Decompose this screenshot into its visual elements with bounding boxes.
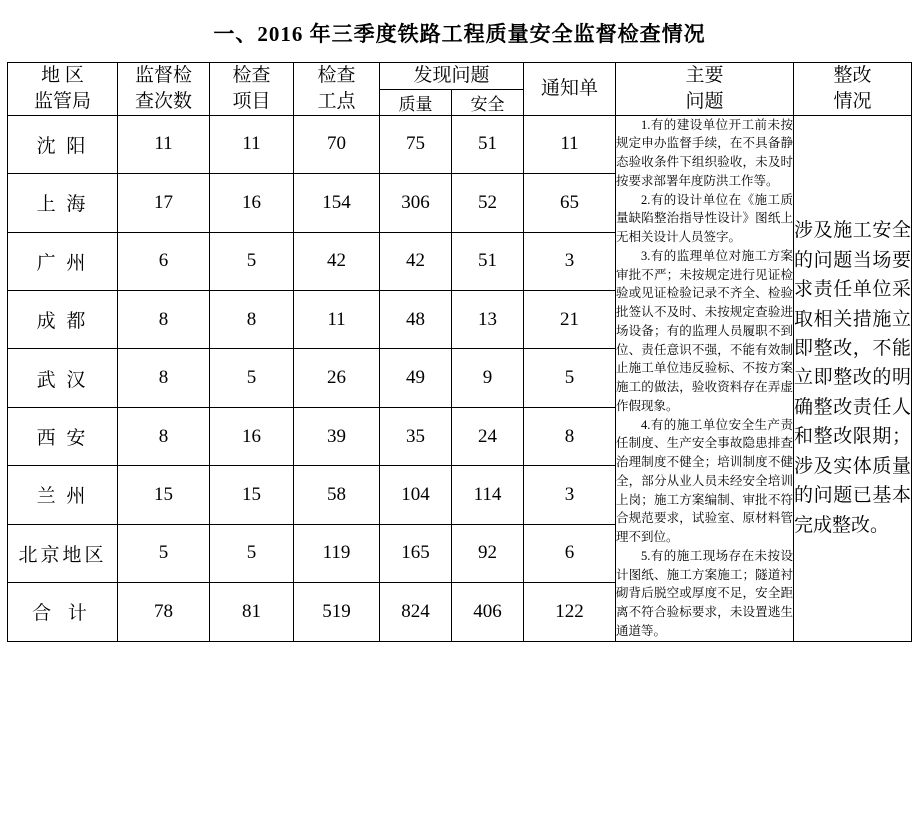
- header-rectification: [794, 63, 912, 116]
- cell-quality: 42: [379, 232, 451, 290]
- header-inspect-sites: [293, 63, 379, 116]
- cell-quality: 824: [379, 583, 451, 642]
- header-main-problems-line1: 主要: [685, 65, 724, 87]
- cell-region: 武 汉: [7, 349, 117, 407]
- cell-sites: 42: [293, 232, 379, 290]
- header-safety: 安全: [451, 89, 523, 115]
- cell-items: 5: [209, 232, 293, 290]
- cell-notice: 65: [524, 174, 616, 232]
- header-supervision-times-line1: 监督检: [134, 65, 192, 87]
- header-quality: 质量: [379, 89, 451, 115]
- cell-region: 兰 州: [7, 466, 117, 524]
- rectification-text: 涉及施工安全的问题当场要求责任单位采取相关措施立即整改，不能立即整改的明确整改责任人和整改限期；涉及实体质量的问题已基本完成整改。: [794, 220, 911, 536]
- cell-quality: 165: [379, 524, 451, 582]
- cell-times: 78: [117, 583, 209, 642]
- cell-region: 西 安: [7, 407, 117, 465]
- cell-items: 16: [209, 407, 293, 465]
- main-problem-item: 1.有的建设单位开工前未按规定申办监督手续，在不具备静态验收条件下组织验收，未及时按要求部署年度防洪工作等。: [616, 117, 793, 188]
- cell-times: 8: [117, 290, 209, 348]
- cell-items: 15: [209, 466, 293, 524]
- cell-region: 上 海: [7, 174, 117, 232]
- cell-sites: 11: [293, 290, 379, 348]
- main-problem-item: 2.有的设计单位在《施工质量缺陷整治指导性设计》图纸上无相关设计人员签字。: [616, 192, 793, 245]
- header-inspect-items-line2: 项目: [232, 90, 271, 112]
- header-rectification-line2: 情况: [833, 90, 872, 112]
- cell-items: 8: [209, 290, 293, 348]
- table-header-row-1: [7, 63, 911, 90]
- main-problem-item: 5.有的施工现场存在未按设计图纸、施工方案施工；隧道衬砌背后脱空或厚度不足，安全距离不符合验标要求，未设置逃生通道等。: [616, 548, 793, 638]
- cell-region: 广 州: [7, 232, 117, 290]
- cell-sites: 58: [293, 466, 379, 524]
- cell-safety: 52: [451, 174, 523, 232]
- cell-sites: 70: [293, 115, 379, 173]
- cell-quality: 104: [379, 466, 451, 524]
- cell-quality: 75: [379, 115, 451, 173]
- header-supervision-times: [117, 63, 209, 116]
- header-region-line1: 地 区: [41, 65, 84, 87]
- inspection-table: [7, 62, 912, 642]
- cell-items: 11: [209, 115, 293, 173]
- table-header: [7, 63, 911, 116]
- cell-times: 6: [117, 232, 209, 290]
- header-supervision-times-line2: 查次数: [134, 90, 192, 112]
- header-region: [7, 63, 117, 116]
- cell-times: 5: [117, 524, 209, 582]
- cell-notice: 3: [524, 466, 616, 524]
- table-body: [7, 115, 911, 641]
- page-title: 一、2016 年三季度铁路工程质量安全监督检查情况: [213, 22, 706, 46]
- header-main-problems-line2: 问题: [685, 90, 724, 112]
- cell-sites: 119: [293, 524, 379, 582]
- header-inspect-sites-line2: 工点: [317, 90, 356, 112]
- cell-notice: 6: [524, 524, 616, 582]
- cell-safety: 114: [451, 466, 523, 524]
- cell-quality: 306: [379, 174, 451, 232]
- cell-safety: 13: [451, 290, 523, 348]
- cell-quality: 48: [379, 290, 451, 348]
- cell-sites: 39: [293, 407, 379, 465]
- cell-items: 16: [209, 174, 293, 232]
- cell-region: 合 计: [7, 583, 117, 642]
- main-problem-item: 4.有的施工单位安全生产责任制度、生产安全事故隐患排查治理制度不健全；培训制度不健全，部分从业人员未经安全培训上岗；施工方案编制、审批不符合规范要求，试验室、原材料管理不到位。: [616, 417, 793, 545]
- cell-notice: 11: [524, 115, 616, 173]
- table-row: [7, 115, 911, 173]
- cell-main-problems: [616, 115, 794, 641]
- cell-quality: 35: [379, 407, 451, 465]
- cell-region: 沈 阳: [7, 115, 117, 173]
- cell-sites: 154: [293, 174, 379, 232]
- cell-items: 81: [209, 583, 293, 642]
- cell-rectification: [794, 115, 912, 641]
- cell-safety: 9: [451, 349, 523, 407]
- cell-safety: 92: [451, 524, 523, 582]
- header-found-problems: 发现问题: [379, 63, 523, 90]
- cell-items: 5: [209, 524, 293, 582]
- cell-times: 8: [117, 349, 209, 407]
- header-inspect-items: [209, 63, 293, 116]
- cell-quality: 49: [379, 349, 451, 407]
- cell-notice: 3: [524, 232, 616, 290]
- cell-safety: 51: [451, 232, 523, 290]
- cell-notice: 8: [524, 407, 616, 465]
- cell-times: 17: [117, 174, 209, 232]
- cell-sites: 26: [293, 349, 379, 407]
- cell-region: 北京地区: [7, 524, 117, 582]
- cell-times: 15: [117, 466, 209, 524]
- cell-items: 5: [209, 349, 293, 407]
- header-inspect-items-line1: 检查: [232, 65, 271, 87]
- cell-safety: 24: [451, 407, 523, 465]
- cell-region: 成 都: [7, 290, 117, 348]
- cell-notice: 122: [524, 583, 616, 642]
- cell-notice: 21: [524, 290, 616, 348]
- main-problem-item: 3.有的监理单位对施工方案审批不严；未按规定进行见证检验或见证检验记录不齐全、检验批签认不及时、未按规定查验进场设备；有的监理人员履职不到位、责任意识不强，不能有效制止施工单位违反验标、不按方案施工的做法，验收资料存在弄虚作假现象。: [616, 248, 793, 413]
- header-notice: 通知单: [524, 63, 616, 116]
- cell-sites: 519: [293, 583, 379, 642]
- header-inspect-sites-line1: 检查: [317, 65, 356, 87]
- header-rectification-line1: 整改: [833, 65, 872, 87]
- header-region-line2: 监管局: [33, 90, 91, 112]
- cell-notice: 5: [524, 349, 616, 407]
- cell-safety: 51: [451, 115, 523, 173]
- cell-safety: 406: [451, 583, 523, 642]
- cell-times: 8: [117, 407, 209, 465]
- cell-times: 11: [117, 115, 209, 173]
- header-main-problems: [616, 63, 794, 116]
